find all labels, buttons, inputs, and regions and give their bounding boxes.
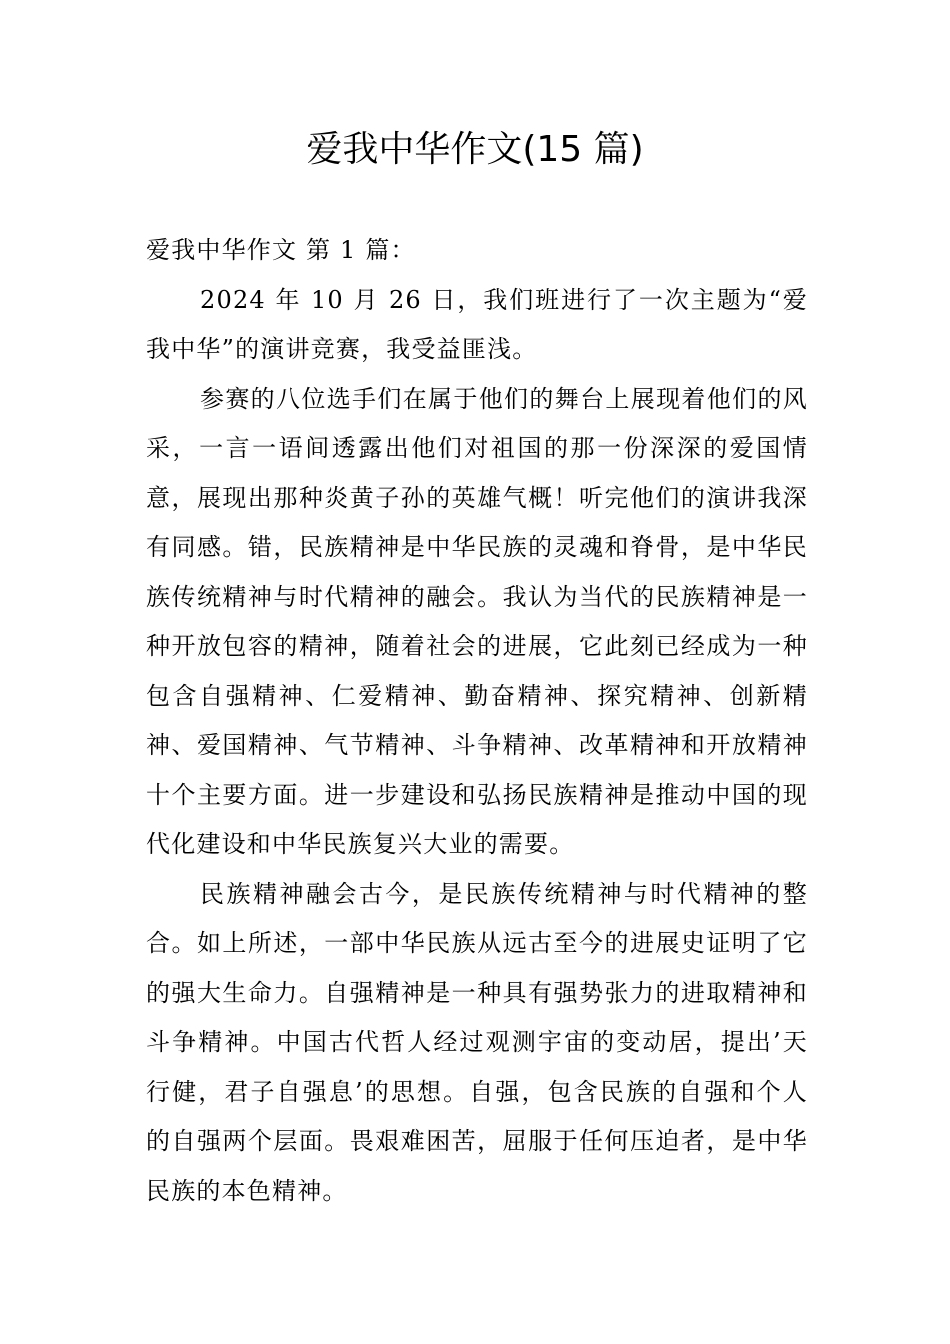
document-title: 爱我中华作文(15 篇) bbox=[306, 129, 644, 170]
paragraph-2: 参赛的八位选手们在属于他们的舞台上展现着他们的风采，一言一语间透露出他们对祖国的那一份深深的爱国情意，展现出那种炎黄子孙的英雄气概！听完他们的演讲我深有同感。错，民族精神是中华民族的灵魂和脊骨，是中华民族传统精神与时代精神的融会。我认为当代的民族精神是一种开放包容的精神，随着社会的进展，它此刻已经成为一种包含自强精神、仁爱精神、勤奋精神、探究精神、创新精神、爱国精神、气节精神、斗争精神、改革精神和开放精神十个主要方面。进一步建设和弘扬民族精神是推动中国的现代化建设和中华民族复兴大业的需要。 bbox=[146, 384, 808, 858]
section-heading: 爱我中华作文 第 1 篇： bbox=[146, 236, 416, 264]
document-body bbox=[146, 226, 808, 1216]
paragraph-1: 2024 年 10 月 26 日，我们班进行了一次主题为“爱我中华”的演讲竞赛，我受益匪浅。 bbox=[146, 285, 808, 363]
paragraph-3: 民族精神融会古今，是民族传统精神与时代精神的整合。如上所述，一部中华民族从远古至今的进展史证明了它的强大生命力。自强精神是一种具有强势张力的进取精神和斗争精神。中国古代哲人经过观测宇宙的变动居，提出’天行健，君子自强息’的思想。自强，包含民族的自强和个人的自强两个层面。畏艰难困苦，屈服于任何压迫者，是中华民族的本色精神。 bbox=[146, 879, 808, 1205]
